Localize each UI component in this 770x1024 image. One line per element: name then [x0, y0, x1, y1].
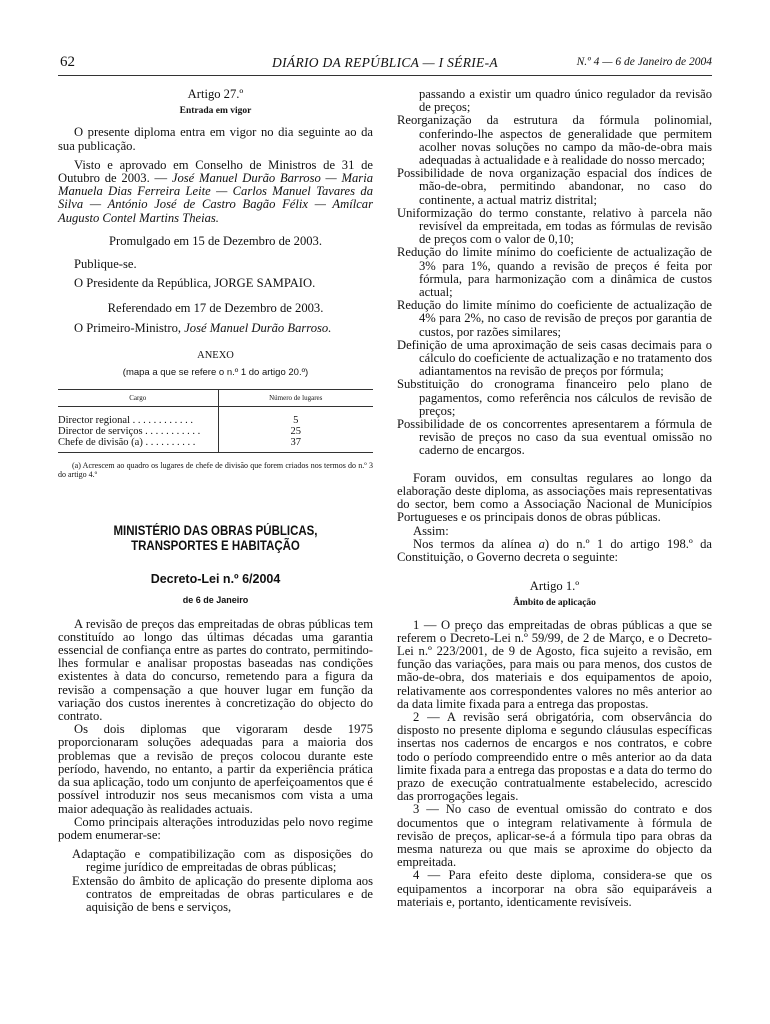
- list-item: Possibilidade de nova organização espacial dos índices de mão-de-obra, permitindo abandonar, no caso do continente, a actual matriz distrital;: [397, 166, 712, 207]
- list-item: Adaptação e compatibilização com as disposições do regime jurídico de empreitadas de obras públicas;: [72, 847, 373, 875]
- table-cell-number: 5: [218, 407, 373, 427]
- changes-list-continued: [397, 114, 712, 457]
- article-1-n3: 3 — No caso de eventual omissão do contrato e dos documentos que o integram relativamente à fórmula de revisão de preços, aplicar-se-á a fórmula tipo para obras da mesma natureza ou que mais se aproxime do objecto da empreitada.: [397, 802, 712, 870]
- right-column: [397, 88, 712, 909]
- ministry-line-1: MINISTÉRIO DAS OBRAS PÚBLICAS,: [113, 523, 318, 539]
- table-row: [58, 407, 373, 427]
- list-item: Extensão do âmbito de aplicação do presente diploma aos contratos de empreitadas de obras particulares e de aquisição de bens e serviços,: [72, 873, 373, 914]
- visto-paragraph: [58, 159, 373, 225]
- list-item: Possibilidade de os concorrentes apresentarem a fórmula de revisão de preços no caso da sua eventual omissão no caderno de encargos.: [397, 417, 712, 458]
- table-row: [58, 437, 373, 453]
- article-27-subtitle: Entrada em vigor: [179, 106, 252, 117]
- list-item: Definição de uma aproximação de seis casas decimais para o cálculo do coeficiente de actualização e no tratamento dos adiantamentos na revisão de preços por fórmula;: [397, 337, 713, 379]
- table-cell-cargo: Chefe de divisão (a) . . . . . . . . . .: [58, 437, 218, 453]
- list-item: Reorganização da estrutura da fórmula polinomial, conferindo-lhe aspectos de generalidade que permitem acolher novas soluções no campo da mão-de-obra mais adequadas à actualidade e à realidade do nosso mercado;: [397, 113, 712, 168]
- table-header-number: Número de lugares: [218, 390, 373, 407]
- nos-termos-text-end: ) do n.º 1 do artigo 198.º da Constituição, o Governo decreta o seguinte:: [397, 536, 712, 564]
- issue-date: N.º 4 — 6 de Janeiro de 2004: [576, 56, 712, 68]
- table-header-cargo: Cargo: [58, 390, 218, 407]
- pm-name: José Manuel Durão Barroso.: [184, 320, 332, 335]
- list-item: Substituição do cronograma financeiro pelo plano de pagamentos, como referência nos cálculos de revisão de preços;: [397, 377, 712, 418]
- table-footnote: (a) Acrescem ao quadro os lugares de chefe de divisão que forem criados nos termos do n.º 3 do artigo 4.º: [58, 461, 373, 480]
- ministry-line-2: TRANSPORTES E HABITAÇÃO: [131, 538, 300, 554]
- paragraph: Como principais alterações introduzidas pelo novo regime podem enumerar-se:: [58, 814, 373, 842]
- anexo-title: ANEXO: [197, 349, 234, 361]
- list-item: Uniformização do termo constante, relativo à parcela não revisível da empreitada, em todas as fórmulas de revisão de preços com o valor de 0,10;: [397, 205, 712, 247]
- assim-line: Assim:: [413, 523, 449, 538]
- table-row: [58, 426, 373, 437]
- signatories: José Manuel Durão Barroso — Maria Manuela Dias Ferreira Leite — Carlos Manuel Tavares da Silva — António José de Castro Bagão Félix — Amílcar Augusto Contel Martins Theias.: [58, 171, 373, 225]
- article-27-text: O presente diploma entra em vigor no dia seguinte ao da sua publicação.: [58, 125, 373, 153]
- article-1-title: Artigo 1.º: [529, 579, 580, 594]
- nos-termos-paragraph: [397, 538, 712, 564]
- table-cell-number: 37: [218, 437, 373, 453]
- referendado-line: Referendado em 17 de Dezembro de 2003.: [107, 301, 324, 316]
- pm-line: [58, 322, 373, 335]
- list-continuation: passando a existir um quadro único regulador da revisão de preços;: [419, 87, 712, 115]
- ministry-heading: [58, 523, 373, 553]
- article-1-n4: 4 — Para efeito deste diploma, considera-se que os equipamentos a incorporar na obra são equiparáveis a materiais e, portanto, identicamente revisíveis.: [397, 868, 712, 909]
- article-1-subtitle: Âmbito de aplicação: [513, 598, 596, 609]
- article-1-n2: 2 — A revisão será obrigatória, com observância do disposto no presente diploma e segundo cláusulas específicas insertas nos cadernos de encargos e nos contratos, e cobre todo o período compreendido entre o mês anterior ao da data limite fixada para a entrega das propostas e a data do termo do prazo de execução contratualmente estabelecido, acrescido das prorrogações legais.: [397, 709, 712, 804]
- nos-termos-text: Nos termos da alínea: [413, 536, 539, 551]
- page-header: [58, 54, 712, 76]
- alinea-letter: a: [538, 536, 545, 551]
- journal-title: DIÁRIO DA REPÚBLICA — I SÉRIE-A: [272, 55, 498, 70]
- page-number: 62: [60, 54, 75, 70]
- table-cell-number: 25: [218, 426, 373, 437]
- president-line: O Presidente da República, JORGE SAMPAIO.: [74, 276, 316, 291]
- anexo-table: [58, 389, 373, 453]
- changes-list: [58, 848, 373, 914]
- pm-label: O Primeiro-Ministro,: [74, 320, 185, 335]
- decree-date: de 6 de Janeiro: [182, 595, 249, 606]
- anexo-subtitle: (mapa a que se refere o n.º 1 do artigo 20.º): [122, 367, 309, 379]
- list-item: Redução do limite mínimo do coeficiente de actualização de 4% para 2%, no caso de revisão de preços por garantia de custos, por razões similares;: [397, 298, 712, 339]
- visto-text: Visto e aprovado em Conselho de Ministros de 31 de Outubro de 2003. —: [58, 157, 373, 186]
- publique-line: Publique-se.: [74, 257, 137, 272]
- promulgado-line: Promulgado em 15 de Dezembro de 2003.: [109, 233, 322, 248]
- table-cell-cargo: Director regional . . . . . . . . . . . .: [58, 415, 194, 427]
- paragraph: Os dois diplomas que vigoraram desde 1975 proporcionaram soluções adequadas para a maioria dos problemas que a revisão de preços colocou durante este período, havendo, no entanto, a partir da experiência prática da sua aplicação, todo um conjunto de aperfeiçoamentos que é possível introduzir nos seus mecanismos com vista a uma maior adequação às realidades actuais.: [58, 722, 373, 816]
- article-27-title: Artigo 27.º: [187, 87, 244, 101]
- left-column: [58, 88, 373, 914]
- paragraph: A revisão de preços das empreitadas de obras públicas tem constituído ao longo das últimas décadas uma garantia essencial de confiança entre as partes do contrato, permitindo-lhes formular e analisar propostas baseadas nas condições existentes à data do concurso, remetendo para a figura da revisão a compensação a que houver lugar em função da variação dos custos inerentes à concretização do objecto do contrato.: [58, 616, 373, 724]
- decree-title: Decreto-Lei n.º 6/2004: [150, 572, 281, 587]
- table-cell-cargo: Director de serviços . . . . . . . . . . .: [58, 426, 201, 438]
- list-item: Redução do limite mínimo do coeficiente de actualização de 3% para 1%, quando a revisão de preços é feita por fórmula, para harmonização com a dinâmica de custos actual;: [397, 245, 712, 300]
- article-1-n1: 1 — O preço das empreitadas de obras públicas a que se referem o Decreto-Lei n.º 59/99, de 2 de Março, e o Decreto-Lei n.º 223/2001, de 9 de Agosto, fica sujeito a revisão, em função das variações, para mais ou para menos, dos custos de mão-de-obra, dos materiais e dos equipamentos de apoio, relativamente aos correspondentes valores no mês anterior ao da data limite fixada para a entrega das propostas.: [397, 617, 712, 711]
- paragraph: Foram ouvidos, em consultas regulares ao longo da elaboração deste diploma, as associações mais representativas do sector, bem como a Associação Nacional de Municípios Portugueses e os principais donos de obras públicas.: [397, 470, 712, 525]
